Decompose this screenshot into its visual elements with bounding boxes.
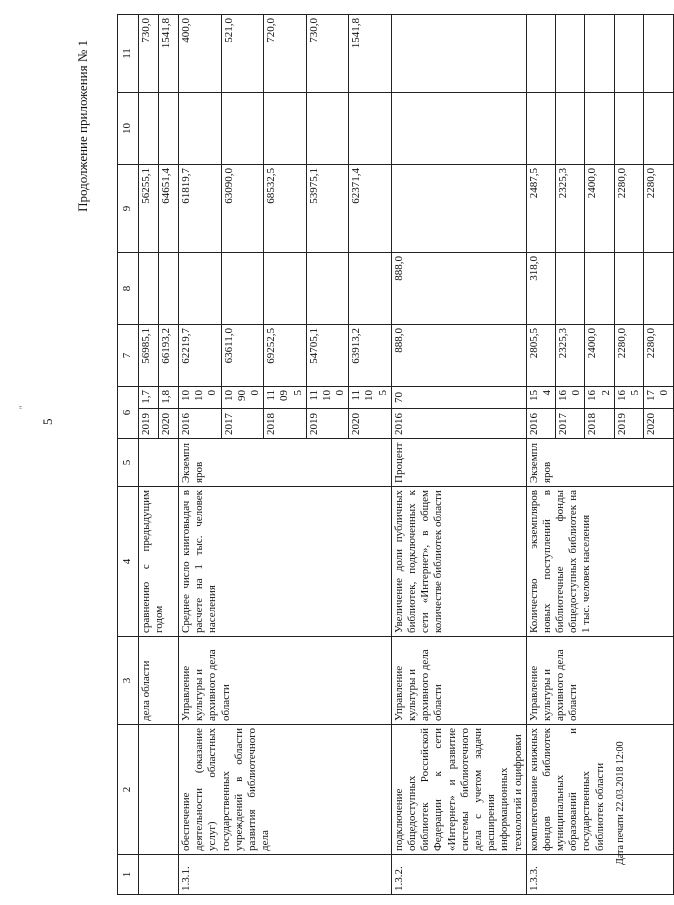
unit-cell: Экземпляров (526, 439, 673, 487)
item-number: 1.3.3. (526, 855, 673, 895)
table-row: 1.3.2. подключение общедоступных библиотек Российской Федерации к сети «Интернет» и развитие системы библиотечного дела с учетом задачи расширения информационных технологий и оцифровки Управление культуры и архивного дела области Увеличение доли публичных библиотек, подключенных к сети «Интернет», в общем количестве библиотек области Процент 2016 70 888,0 888,0 (391, 15, 526, 895)
table-row: 2020 1,8 66193,2 64651,4 1541,8 (159, 15, 179, 895)
col-num: 11 (118, 15, 139, 93)
table-row: 2018 11095 69252,5 68532,5 720,0 (264, 15, 307, 895)
table-row: 2020 170 2280,0 2280,0 (644, 15, 673, 895)
measure-name: комплектование книжных фондов библиотек муниципальных образований и государственных библиотек области (526, 725, 673, 855)
executor-cell: Управление культуры и архивного дела области (526, 637, 673, 725)
measure-name: подключение общедоступных библиотек Российской Федерации к сети «Интернет» и развитие системы библиотечного дела с учетом задачи расширения информационных технологий и оцифровки (391, 725, 526, 855)
col-num: 4 (118, 487, 139, 637)
year-cell: 2019 (139, 409, 159, 439)
year-cell: 2020 (159, 409, 179, 439)
column-number-row (118, 15, 139, 895)
table-row: дела области сравнению с предыдущим годом 2019 1,7 56985,1 56255,1 730,0 (139, 15, 159, 895)
col-num: 6 (118, 387, 139, 439)
indicator-cell: сравнению с предыдущим годом (139, 487, 179, 637)
appendix-title: Продолжение приложения № 1 (75, 40, 90, 212)
col-num: 1 (118, 855, 139, 895)
col-num: 2 (118, 725, 139, 855)
indicator-cell: Увеличение доли публичных библиотек, подключенных к сети «Интернет», в общем количестве библиотек области (391, 487, 526, 637)
indicator-cell: Среднее число книговыдач в расчете на 1 тыс. человек населения (179, 487, 392, 637)
print-date: Дата печати 22.03.2018 12:00 (615, 741, 626, 865)
item-number: 1.3.2. (391, 855, 526, 895)
col-num: 8 (118, 253, 139, 325)
table-row: 2019 11100 54705,1 53975,1 730,0 (306, 15, 349, 895)
table-row: 1.3.1. обеспечение деятельности (оказание услуг) областных государственных учреждений в области развития библиотечного дела Управление культуры и архивного дела области Среднее число книговыдач в расчете на 1 тыс. человек населения Экземпляров 2016 10100 62219,7 61819,7 400,0 (179, 15, 222, 895)
col-num: 10 (118, 93, 139, 165)
scan-mark: '' (18, 405, 28, 409)
executor-cell: Управление культуры и архивного дела области (179, 637, 392, 725)
col-num: 7 (118, 325, 139, 387)
executor-cell: Управление культуры и архивного дела области (391, 637, 526, 725)
page-number: 5 (40, 418, 55, 425)
executor-cell: дела области (139, 637, 179, 725)
measure-name: обеспечение деятельности (оказание услуг) областных государственных учреждений в области развития библиотечного дела (179, 725, 392, 855)
col-num: 3 (118, 637, 139, 725)
col-num: 9 (118, 165, 139, 253)
unit-cell: Процент (391, 439, 526, 487)
item-number: 1.3.1. (179, 855, 392, 895)
table-row: 2020 11105 63913,2 62371,4 1541,8 (349, 15, 392, 895)
col-num: 5 (118, 439, 139, 487)
table-row: 2017 10900 63611,0 63090,0 521,0 (221, 15, 264, 895)
table-row: 1.3.3. комплектование книжных фондов библиотек муниципальных образований и государственных библиотек области Управление культуры и архивного дела области Количество экземпляров новых поступлений в библиотечные фонды общедоступных библиотек на 1 тыс. человек населения Экземпляров 2016 154 2805,5 318,0 2487,5 (526, 15, 555, 895)
unit-cell: Экземпляров (179, 439, 392, 487)
table-row: 2018 162 2400,0 2400,0 (585, 15, 614, 895)
indicator-cell: Количество экземпляров новых поступлений в библиотечные фонды общедоступных библиотек на 1 тыс. человек населения (526, 487, 673, 637)
program-table (117, 14, 674, 895)
table-row: 2017 160 2325,3 2325,3 (556, 15, 585, 895)
table-row: 2019 165 2280,0 2280,0 (614, 15, 643, 895)
